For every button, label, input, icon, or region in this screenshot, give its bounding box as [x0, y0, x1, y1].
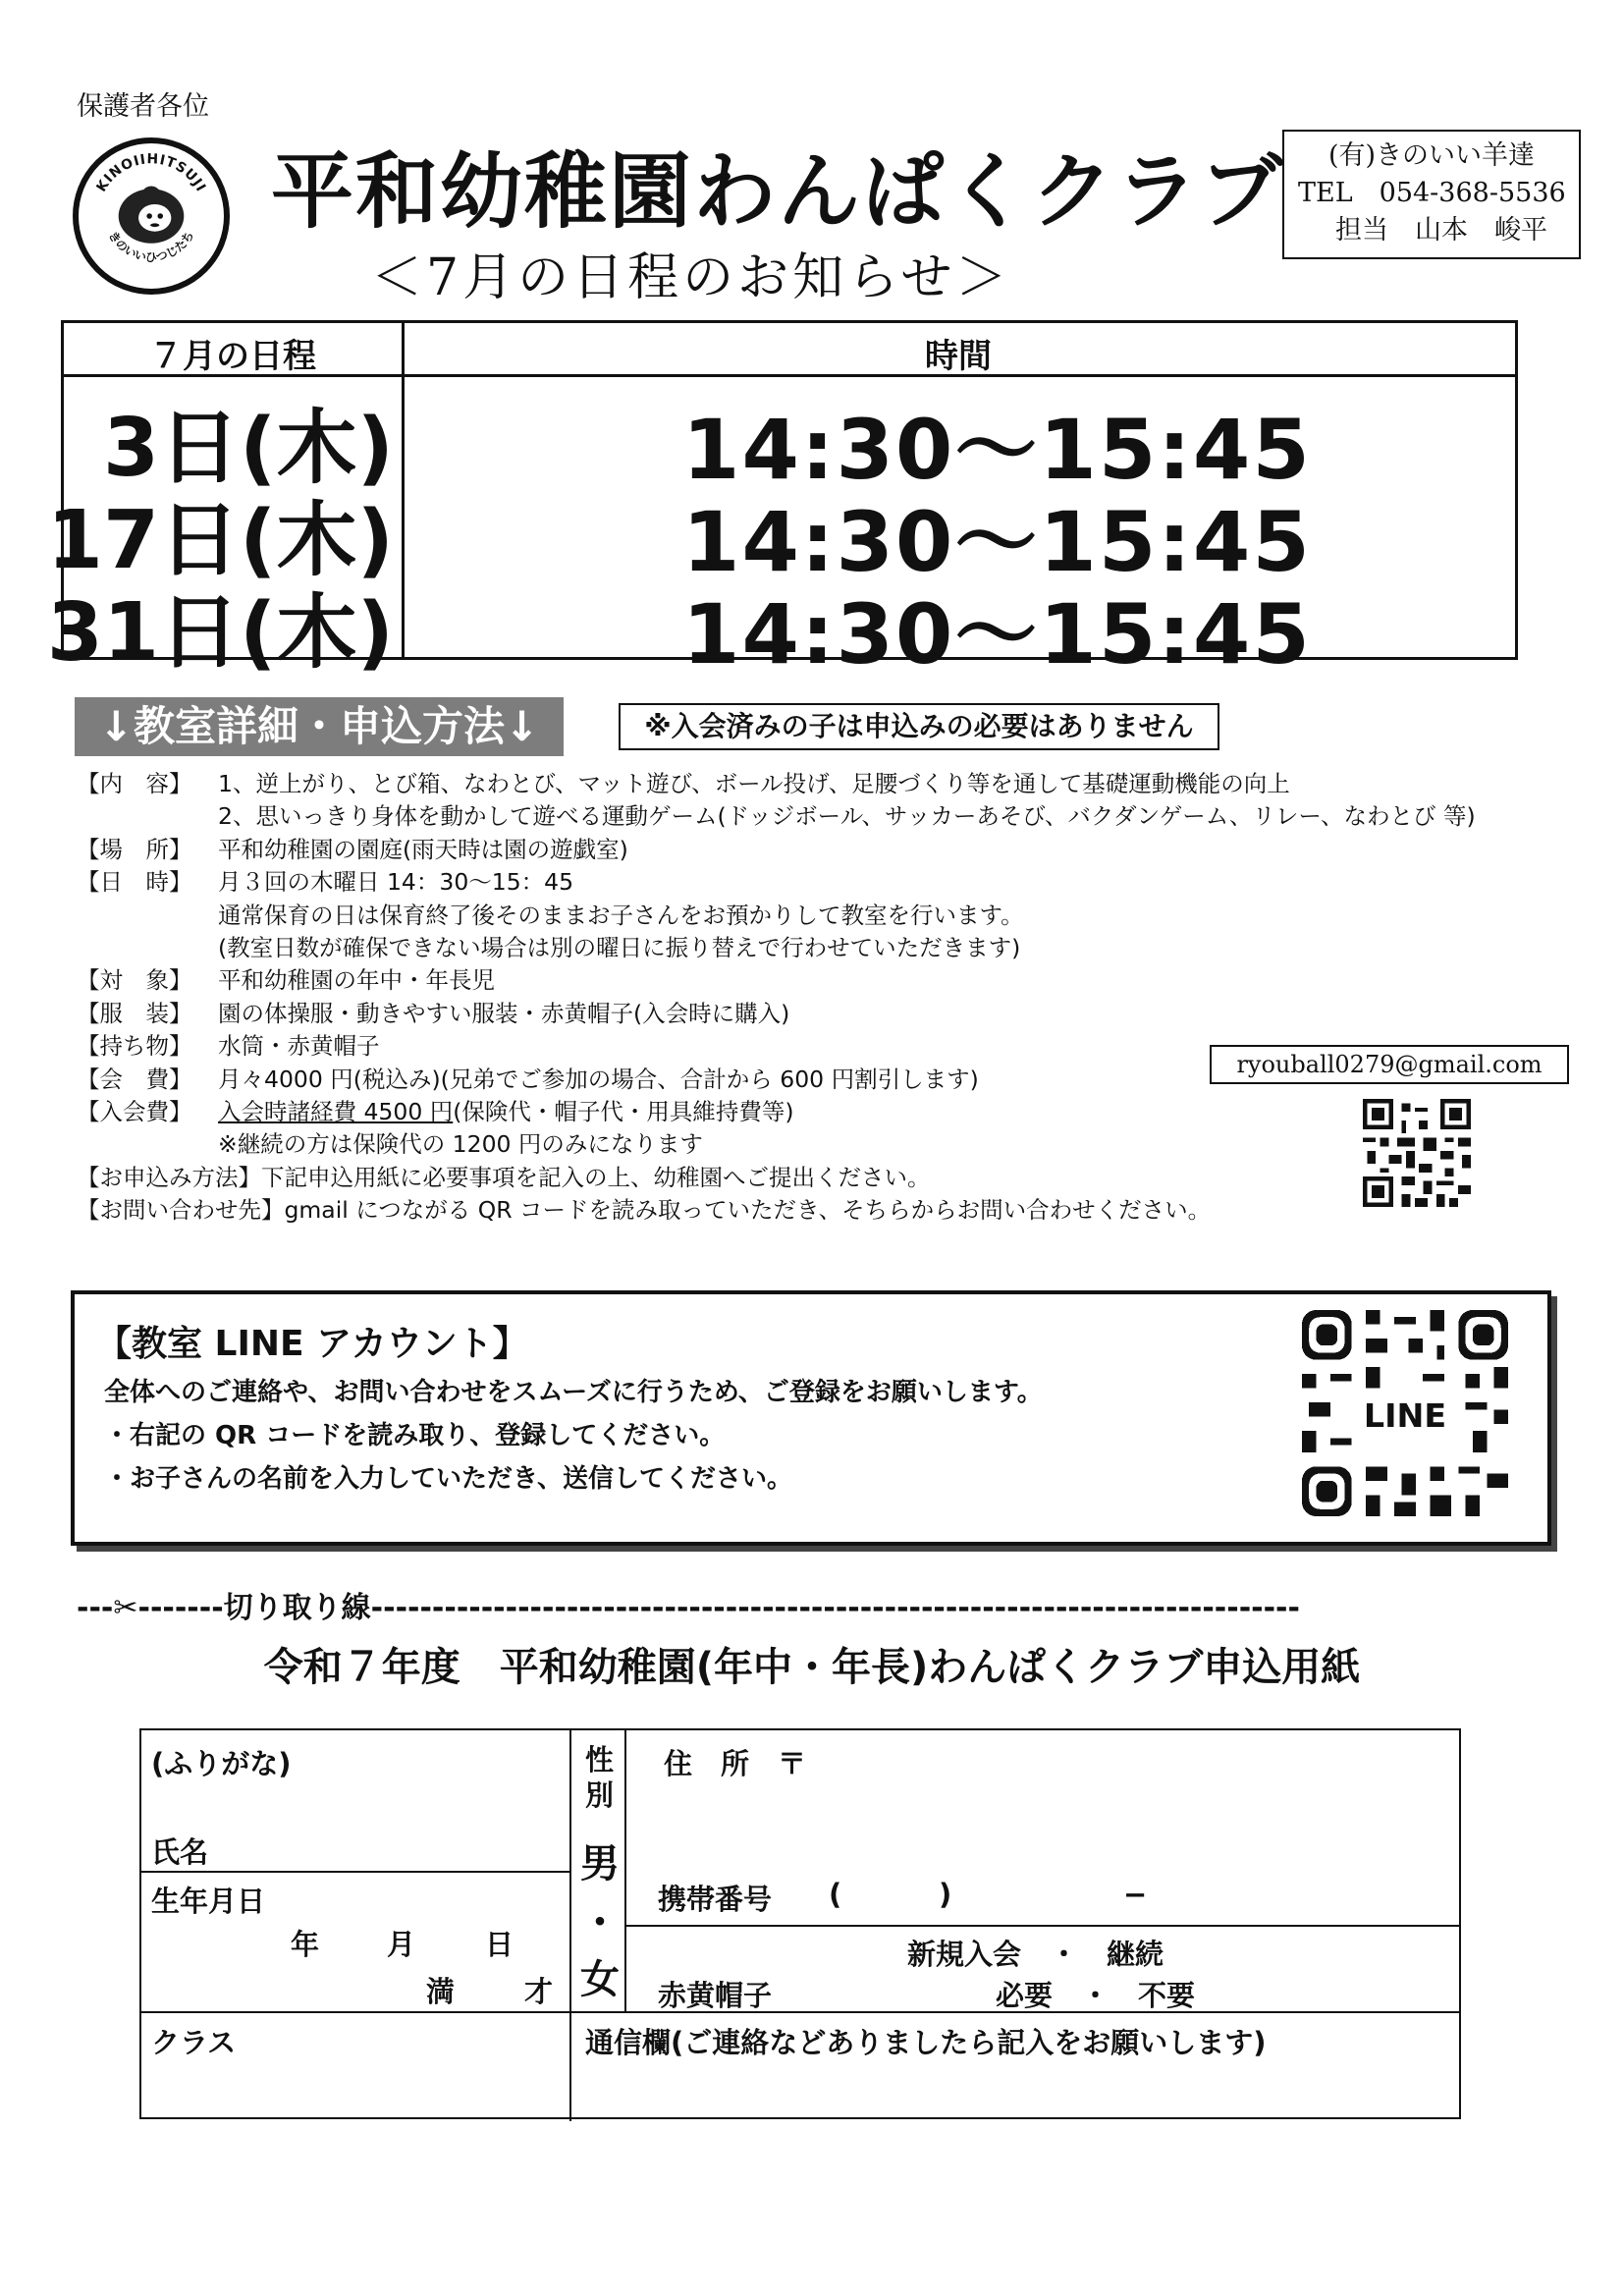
detail-row: [77, 900, 1530, 932]
detail-text: (教室日数が確保できない場合は別の曜日に振り替えで行わせていただきます): [218, 934, 1021, 962]
hat-label: 赤黄帽子: [658, 1979, 773, 2012]
detail-row: [77, 1128, 1530, 1161]
schedule-date: 3日(木): [102, 402, 394, 495]
detail-row: [77, 800, 1530, 833]
phone-paren-close: ): [939, 1878, 952, 1911]
birth-label: 生年月日: [151, 1885, 266, 1918]
detail-text: 月々4000 円(税込み)(兄弟でご参加の場合、合計から 600 円割引します): [218, 1065, 979, 1093]
day-label: 日: [485, 1928, 514, 1961]
schedule-table: [46, 320, 1518, 683]
form-title: 令和７年度 平和幼稚園(年中・年長)わんぱくクラブ申込用紙: [263, 1645, 1361, 1690]
schedule-row: [46, 476, 1515, 590]
cut-line: [77, 1583, 1549, 1626]
scissors-icon: ✂: [113, 1591, 138, 1625]
schedule-time: 14:30〜15:45: [682, 402, 1312, 498]
fee-rest: (保険代・帽子代・用具維持費等): [453, 1098, 794, 1126]
month-label: 月: [387, 1928, 416, 1961]
detail-text: 水筒・赤黄帽子: [218, 1032, 380, 1061]
fee-underlined: 入会時諸経費 4500 円: [218, 1098, 454, 1126]
enroll-options[interactable]: 新規入会 ・ 継続: [907, 1938, 1164, 1971]
cut-line-dashes-mid: -------: [137, 1591, 224, 1625]
detail-text: gmail につながる QR コードを読み取っていただき、そちらからお問い合わせください。: [284, 1196, 1212, 1225]
detail-row-contact: [77, 1194, 1530, 1227]
schedule-time: 14:30〜15:45: [682, 586, 1312, 683]
detail-row: [77, 768, 1530, 800]
notice-box: ※入会済みの子は申込みの必要はありません: [619, 703, 1219, 750]
org-staff: 担当 山本 峻平: [1335, 215, 1547, 246]
page-subtitle: ＜7月の日程のお知らせ＞: [371, 248, 1011, 307]
schedule-row: [64, 384, 1515, 498]
detail-row: [77, 834, 1530, 866]
address-label: 住 所 〒: [664, 1747, 807, 1780]
age-label: 才: [524, 1975, 554, 2008]
detail-text: 通常保育の日は保育終了後そのままお子さんをお預かりして教室を行います。: [218, 901, 1024, 929]
age-prefix-label: 満: [426, 1975, 456, 2008]
detail-label: [77, 800, 218, 833]
details-list: [77, 768, 1530, 1228]
detail-label: 【内 容】: [77, 770, 192, 797]
detail-label: 【対 象】: [77, 966, 192, 995]
line-box-line: ・お子さんの名前を入力していただき、送信してください。: [104, 1464, 792, 1494]
organization-box: [1282, 130, 1581, 259]
page-title: 平和幼稚園わんぱくクラブ: [271, 143, 1285, 240]
addressee: 保護者各位: [77, 91, 209, 122]
schedule-date: 17日(木): [46, 494, 394, 587]
schedule-header-time: 時間: [925, 337, 992, 376]
schedule-date: 31日(木): [46, 586, 394, 680]
schedule-time: 14:30〜15:45: [682, 494, 1312, 590]
detail-row: [77, 932, 1530, 964]
details-badge: ↓教室詳細・申込方法↓: [75, 697, 564, 756]
line-box-title: 【教室 LINE アカウント】: [96, 1324, 528, 1364]
detail-label: [77, 932, 218, 964]
org-name: (有)きのいい羊達: [1327, 140, 1536, 171]
detail-row: [77, 998, 1530, 1030]
class-label: クラス: [151, 2026, 237, 2059]
schedule-row: [46, 569, 1515, 683]
detail-row: [77, 964, 1530, 997]
detail-row: [77, 866, 1530, 899]
cut-line-dashes-right: ----------------------------------------------------------------------------: [370, 1591, 1300, 1625]
gmail-qr-code-icon[interactable]: [1363, 1098, 1471, 1208]
detail-label: 【持ち物】: [77, 1032, 192, 1061]
detail-label: 【場 所】: [77, 835, 192, 863]
phone-dash: −: [1123, 1878, 1148, 1911]
cut-line-label: 切り取り線: [223, 1591, 371, 1625]
hat-options[interactable]: 必要 ・ 不要: [996, 1979, 1196, 2012]
phone-paren-open: (: [829, 1878, 842, 1911]
line-box-line: ・右記の QR コードを読み取り、登録してください。: [104, 1421, 726, 1450]
detail-text: 下記申込用紙に必要事項を記入の上、幼稚園へご提出ください。: [261, 1163, 931, 1191]
line-box-text: [104, 1371, 1043, 1501]
furigana-label: (ふりがな): [151, 1747, 292, 1780]
qr-line-label: LINE: [1363, 1395, 1447, 1435]
schedule-header-date: ７月の日程: [149, 337, 316, 376]
detail-label: 【入会費】: [77, 1098, 192, 1126]
detail-text: 園の体操服・動きやすい服装・赤黄帽子(入会時に購入): [218, 999, 790, 1027]
remarks-label: 通信欄(ご連絡などありましたら記入をお願いします): [585, 2026, 1267, 2059]
phone-label: 携帯番号: [658, 1883, 773, 1916]
detail-text: 2、思いっきり身体を動かして遊べる運動ゲーム(ドッジボール、サッカーあそび、バクダンゲーム、リレー、なわとび 等): [218, 802, 1476, 831]
email-address: ryouball0279@gmail.com: [1210, 1045, 1569, 1084]
gender-label-1: 性: [585, 1743, 615, 1777]
application-form: [139, 1728, 1461, 2119]
year-label: 年: [291, 1928, 320, 1961]
detail-label: 【お問い合わせ先】: [77, 1196, 285, 1225]
gender-male-option[interactable]: 男: [580, 1841, 620, 1886]
org-tel: TEL 054-368-5536: [1298, 178, 1566, 208]
line-qr-code-icon[interactable]: [1302, 1310, 1508, 1516]
sheep-logo-icon: [73, 137, 230, 295]
gender-female-option[interactable]: 女: [580, 1957, 620, 2002]
gender-label-2: 別: [585, 1778, 615, 1812]
detail-row-apply: [77, 1162, 1530, 1194]
fee-note: ※継続の方は保険代の 1200 円のみになります: [218, 1130, 703, 1159]
detail-label: 【会 費】: [77, 1065, 192, 1093]
detail-label: 【日 時】: [77, 868, 192, 897]
name-label: 氏名: [151, 1835, 209, 1869]
detail-text: 平和幼稚園の園庭(雨天時は園の遊戯室): [218, 835, 628, 863]
detail-text: 月３回の木曜日 14：30〜15：45: [218, 868, 574, 897]
detail-label: 【服 装】: [77, 999, 192, 1027]
logo-text-bottom: きのいいひつじたち: [105, 228, 197, 264]
cut-line-dashes-left: ---: [77, 1591, 114, 1625]
logo-text-top: KINOIIHITSUJI: [93, 151, 209, 195]
detail-label: [77, 900, 218, 932]
gender-separator: ・: [580, 1900, 620, 1945]
line-account-box: [71, 1290, 1551, 1546]
detail-row-fee: [77, 1096, 1530, 1128]
detail-text: 平和幼稚園の年中・年長児: [218, 966, 495, 995]
detail-text: 1、逆上がり、とび箱、なわとび、マット遊び、ボール投げ、足腰づくり等を通して基礎運動機能の向上: [218, 770, 1290, 797]
line-box-line: 全体へのご連絡や、お問い合わせをスムーズに行うため、ご登録をお願いします。: [104, 1378, 1043, 1407]
detail-label: 【お申込み方法】: [77, 1163, 261, 1191]
